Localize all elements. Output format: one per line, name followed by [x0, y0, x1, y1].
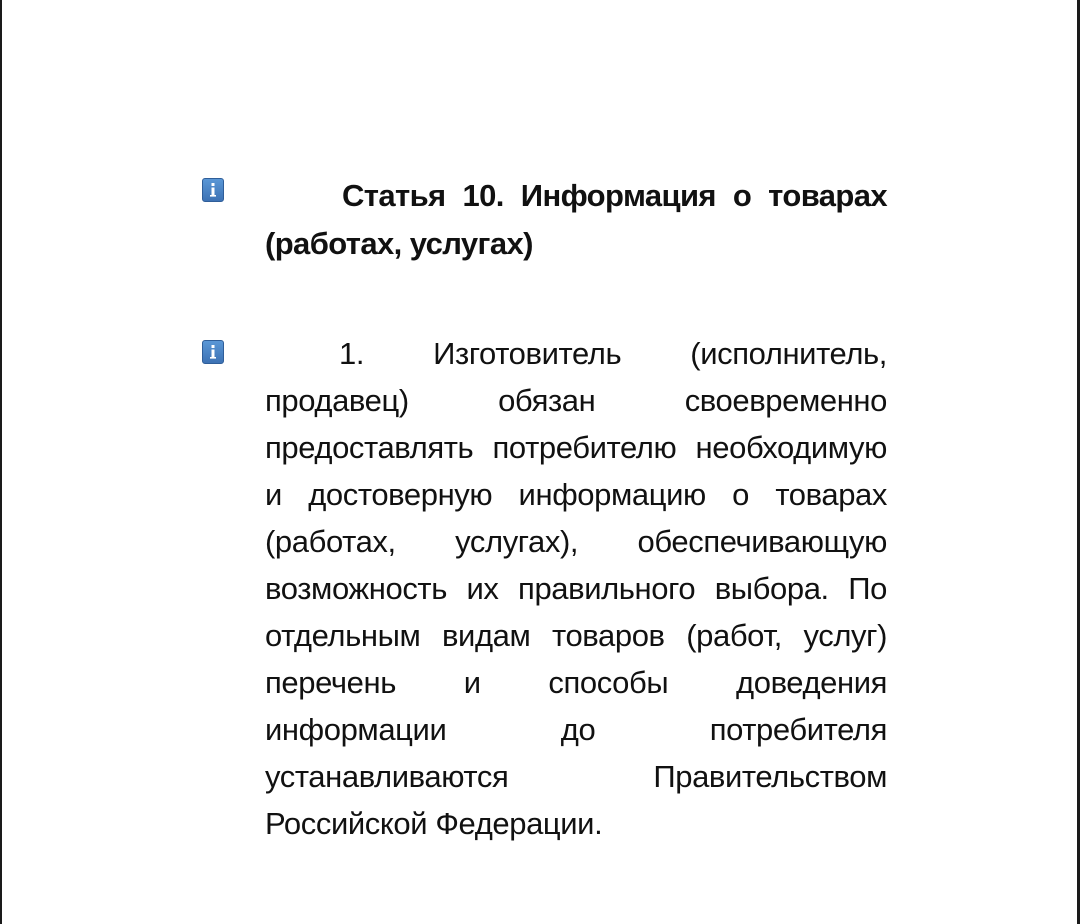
article-heading: Статья 10. Информация о товарах (работах, услугах) [265, 178, 887, 261]
info-icon[interactable] [202, 340, 224, 364]
info-icon[interactable] [202, 178, 224, 202]
info-glyph [209, 344, 217, 360]
left-edge-border [0, 0, 2, 924]
article-paragraph-1: 1. Изготовитель (исполнитель, продавец) обязан своевременно предоставлять потребителю необходимую и достоверную информацию о товарах (работах, услугах), обеспечивающую возможность их правильного выбора. По отдельным видам товаров (работ, услуг) перечень и способы доведения информации до потребителя устанавливаются Правительством Российской Федерации. [265, 336, 887, 841]
info-glyph [209, 182, 217, 198]
